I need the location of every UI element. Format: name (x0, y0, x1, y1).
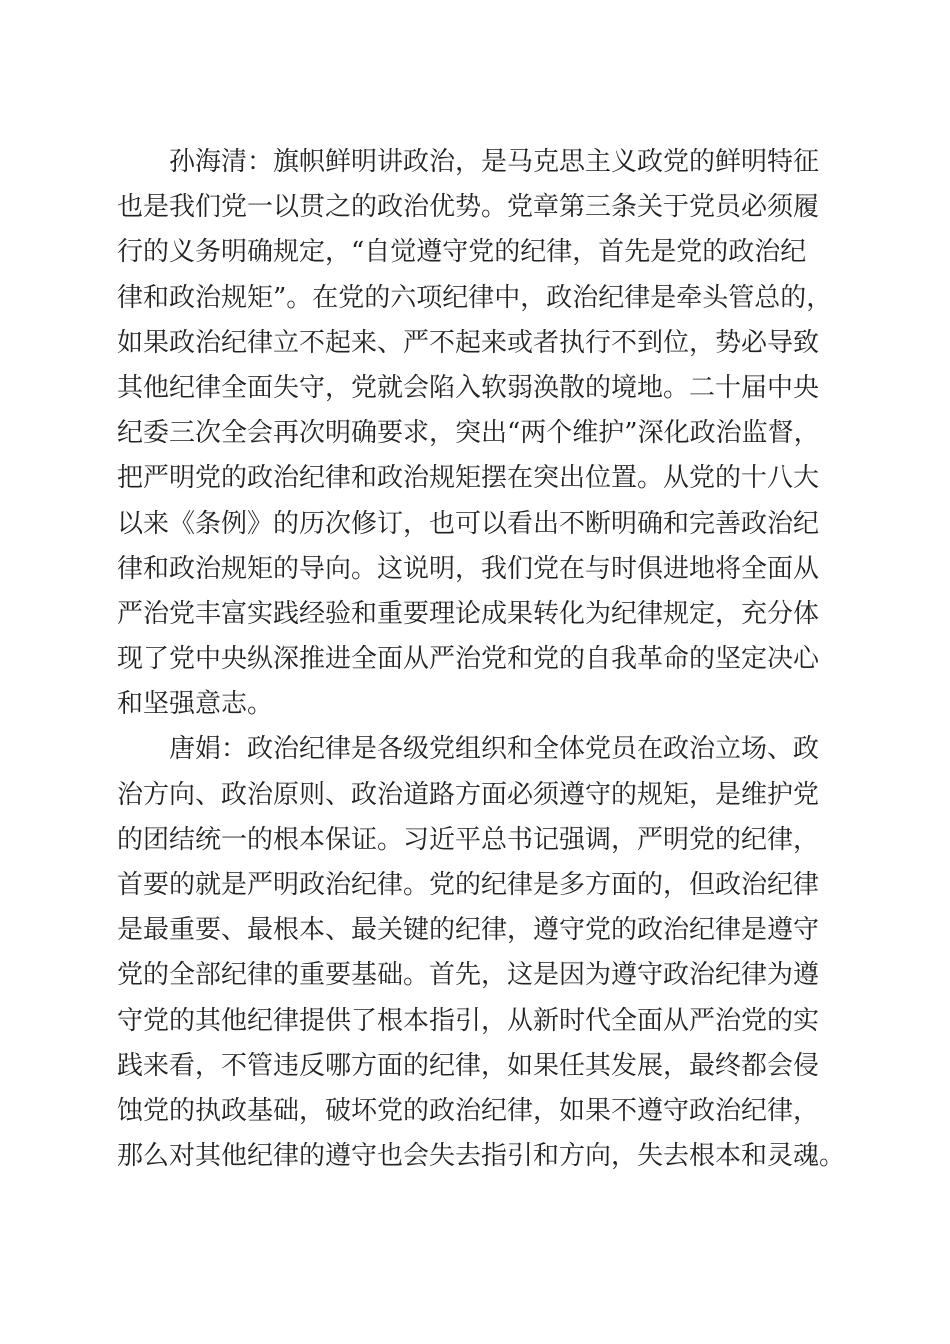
text-line: 的团结统一的根本保证。习近平总书记强调，严明党的纪律， (117, 824, 820, 855)
text-line: 唐娟：政治纪律是各级党组织和全体党员在政治立场、政 (169, 734, 820, 765)
text-line: 守党的其他纪律提供了根本指引，从新时代全面从严治党的实 (117, 1005, 820, 1036)
text-line: 蚀党的执政基础，破坏党的政治纪律，如果不遵守政治纪律， (117, 1095, 820, 1126)
text-line: 那么对其他纪律的遵守也会失去指引和方向，失去根本和灵魂。 (117, 1141, 846, 1172)
text-line: 行的义务明确规定，“自觉遵守党的纪律，首先是党的政治纪 (117, 237, 807, 268)
text-line: 律和政治规矩的导向。这说明，我们党在与时俱进地将全面从 (117, 553, 820, 584)
text-line: 党的全部纪律的重要基础。首先，这是因为遵守政治纪律为遵 (117, 960, 820, 991)
text-line: 律和政治规矩”。在党的六项纪律中，政治纪律是牵头管总的， (117, 282, 833, 313)
document-body (117, 140, 847, 1179)
text-line: 治方向、政治原则、政治道路方面必须遵守的规矩，是维护党 (117, 779, 820, 810)
text-line: 和坚强意志。 (117, 689, 274, 720)
text-line: 是最重要、最根本、最关键的纪律，遵守党的政治纪律是遵守 (117, 915, 820, 946)
text-line: 孙海清：旗帜鲜明讲政治，是马克思主义政党的鲜明特征 (169, 147, 820, 177)
paragraph-sun-haiqing (117, 140, 847, 727)
text-line: 如果政治纪律立不起来、严不起来或者执行不到位，势必导致 (117, 327, 820, 358)
text-line: 以来《条例》的历次修订，也可以看出不断明确和完善政治纪 (117, 508, 820, 539)
text-line: 把严明党的政治纪律和政治规矩摆在突出位置。从党的十八大 (117, 463, 820, 494)
text-line: 现了党中央纵深推进全面从严治党和党的自我革命的坚定决心 (117, 644, 820, 675)
text-line: 践来看，不管违反哪方面的纪律，如果任其发展，最终都会侵 (117, 1050, 820, 1081)
text-line: 首要的就是严明政治纪律。党的纪律是多方面的，但政治纪律 (117, 870, 820, 900)
paragraph-tang-juan (117, 727, 847, 1179)
text-line: 也是我们党一以贯之的政治优势。党章第三条关于党员必须履 (117, 192, 820, 223)
text-line: 严治党丰富实践经验和重要理论成果转化为纪律规定，充分体 (117, 598, 820, 629)
text-line: 纪委三次全会再次明确要求，突出“两个维护”深化政治监督， (117, 418, 820, 449)
text-line: 其他纪律全面失守，党就会陷入软弱涣散的境地。二十届中央 (117, 372, 820, 403)
